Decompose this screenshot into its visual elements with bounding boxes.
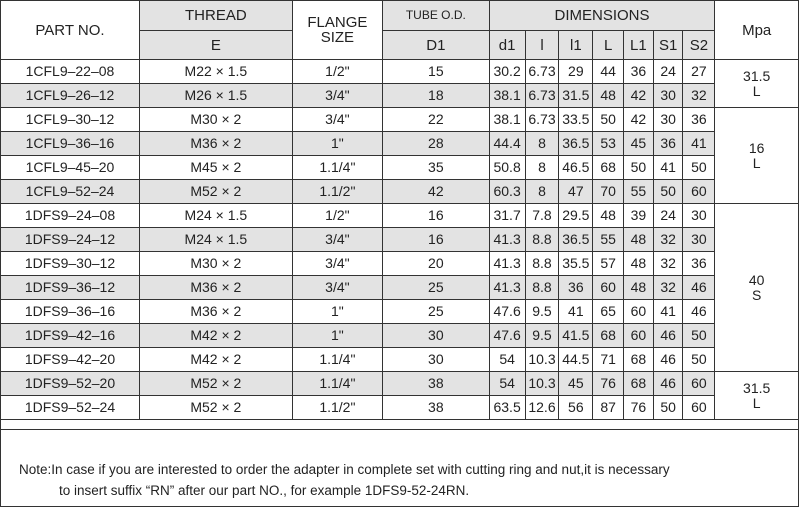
cell-dim-d1: 50.8 [489, 156, 525, 180]
cell-part-no: 1DFS9–52–24 [1, 396, 139, 420]
header-dim-l: l [525, 31, 559, 60]
header-mpa: Mpa [715, 1, 798, 60]
header-tube-d1: D1 [383, 31, 490, 60]
cell-dim-l: 8.8 [525, 276, 559, 300]
cell-dim-S1: 41 [653, 156, 683, 180]
cell-dim-S1: 50 [653, 396, 683, 420]
cell-tube-od: 30 [383, 348, 490, 372]
cell-dim-S1: 46 [653, 324, 683, 348]
cell-dim-L: 76 [593, 372, 624, 396]
cell-dim-S1: 50 [653, 180, 683, 204]
pressure-series: L [752, 394, 761, 411]
pressure-value: 31.5 [743, 67, 771, 84]
table-row [1, 372, 798, 396]
cell-dim-S1: 46 [653, 348, 683, 372]
cell-thread: M26 × 1.5 [139, 84, 292, 108]
table-row [1, 204, 798, 228]
cell-thread: M52 × 2 [139, 372, 292, 396]
cell-thread: M36 × 2 [139, 276, 292, 300]
cell-dim-d1: 60.3 [489, 180, 525, 204]
cell-flange-size: 1.1/4" [292, 156, 382, 180]
cell-dim-L: 60 [593, 276, 624, 300]
cell-dim-L1: 76 [624, 396, 654, 420]
cell-part-no: 1CFL9–52–24 [1, 180, 139, 204]
cell-flange-size: 1/2" [292, 60, 382, 84]
cell-dim-l: 7.8 [525, 204, 559, 228]
cell-part-no: 1CFL9–45–20 [1, 156, 139, 180]
cell-dim-l1: 45 [559, 372, 593, 396]
header-part-no: PART NO. [1, 1, 139, 60]
cell-pressure-rating [715, 60, 798, 108]
cell-part-no: 1DFS9–42–16 [1, 324, 139, 348]
cell-dim-S2: 30 [683, 228, 715, 252]
cell-dim-l1: 41 [559, 300, 593, 324]
cell-flange-size: 1" [292, 300, 382, 324]
header-dimensions: DIMENSIONS [489, 1, 715, 31]
cell-dim-l1: 36.5 [559, 228, 593, 252]
cell-flange-size: 1.1/4" [292, 372, 382, 396]
cell-tube-od: 22 [383, 108, 490, 132]
cell-thread: M36 × 2 [139, 300, 292, 324]
cell-flange-size: 1" [292, 132, 382, 156]
cell-dim-l1: 47 [559, 180, 593, 204]
cell-pressure-rating [715, 372, 798, 420]
pressure-series: S [752, 286, 762, 303]
cell-tube-od: 18 [383, 84, 490, 108]
header-dim-S2: S2 [683, 31, 715, 60]
cell-dim-S2: 60 [683, 180, 715, 204]
cell-thread: M22 × 1.5 [139, 60, 292, 84]
cell-dim-S2: 27 [683, 60, 715, 84]
cell-dim-L: 55 [593, 228, 624, 252]
table-row [1, 108, 798, 132]
cell-dim-S1: 41 [653, 300, 683, 324]
cell-dim-l1: 44.5 [559, 348, 593, 372]
header-thread-e: E [139, 31, 292, 60]
table-row [1, 300, 798, 324]
pressure-value: 40 [748, 271, 765, 288]
cell-dim-S1: 30 [653, 84, 683, 108]
header-flange-line1: FLANGE [307, 14, 368, 31]
cell-dim-S1: 32 [653, 252, 683, 276]
header-dim-L1: L1 [624, 31, 654, 60]
cell-thread: M42 × 2 [139, 348, 292, 372]
cell-dim-l1: 29 [559, 60, 593, 84]
cell-dim-L1: 39 [624, 204, 654, 228]
cell-dim-d1: 38.1 [489, 84, 525, 108]
cell-dim-S2: 60 [683, 396, 715, 420]
cell-tube-od: 25 [383, 276, 490, 300]
cell-thread: M24 × 1.5 [139, 228, 292, 252]
cell-dim-L: 68 [593, 156, 624, 180]
table-row [1, 324, 798, 348]
table-row [1, 276, 798, 300]
cell-dim-L: 87 [593, 396, 624, 420]
cell-flange-size: 1.1/4" [292, 348, 382, 372]
table-row [1, 252, 798, 276]
cell-dim-d1: 38.1 [489, 108, 525, 132]
cell-flange-size: 3/4" [292, 108, 382, 132]
cell-dim-d1: 30.2 [489, 60, 525, 84]
cell-tube-od: 38 [383, 396, 490, 420]
table-row [1, 84, 798, 108]
cell-dim-S2: 50 [683, 348, 715, 372]
cell-dim-L: 71 [593, 348, 624, 372]
cell-part-no: 1DFS9–52–20 [1, 372, 139, 396]
cell-dim-L1: 68 [624, 348, 654, 372]
cell-dim-l1: 36 [559, 276, 593, 300]
cell-dim-L1: 45 [624, 132, 654, 156]
cell-part-no: 1DFS9–24–08 [1, 204, 139, 228]
cell-dim-S2: 60 [683, 372, 715, 396]
cell-part-no: 1DFS9–42–20 [1, 348, 139, 372]
table-row [1, 180, 798, 204]
cell-tube-od: 15 [383, 60, 490, 84]
cell-dim-S1: 46 [653, 372, 683, 396]
cell-flange-size: 3/4" [292, 84, 382, 108]
cell-dim-d1: 63.5 [489, 396, 525, 420]
cell-dim-l: 8 [525, 180, 559, 204]
cell-dim-d1: 54 [489, 348, 525, 372]
cell-flange-size: 1/2" [292, 204, 382, 228]
cell-dim-L1: 48 [624, 276, 654, 300]
cell-dim-l1: 33.5 [559, 108, 593, 132]
cell-flange-size: 3/4" [292, 276, 382, 300]
cell-tube-od: 38 [383, 372, 490, 396]
cell-thread: M36 × 2 [139, 132, 292, 156]
cell-dim-L: 53 [593, 132, 624, 156]
cell-thread: M52 × 2 [139, 180, 292, 204]
cell-dim-l1: 31.5 [559, 84, 593, 108]
cell-dim-l: 6.73 [525, 84, 559, 108]
cell-dim-S2: 46 [683, 276, 715, 300]
cell-dim-L1: 42 [624, 84, 654, 108]
note-divider [1, 429, 798, 430]
header-dim-S1: S1 [653, 31, 683, 60]
cell-dim-d1: 41.3 [489, 276, 525, 300]
order-note [19, 459, 789, 501]
cell-tube-od: 35 [383, 156, 490, 180]
cell-dim-L1: 50 [624, 156, 654, 180]
cell-dim-l1: 35.5 [559, 252, 593, 276]
cell-dim-d1: 54 [489, 372, 525, 396]
cell-part-no: 1DFS9–36–16 [1, 300, 139, 324]
table-row [1, 396, 798, 420]
table-row [1, 60, 798, 84]
cell-dim-S1: 32 [653, 228, 683, 252]
cell-dim-S2: 36 [683, 252, 715, 276]
cell-dim-L1: 60 [624, 300, 654, 324]
cell-thread: M42 × 2 [139, 324, 292, 348]
cell-dim-l1: 56 [559, 396, 593, 420]
cell-dim-L1: 36 [624, 60, 654, 84]
cell-dim-L: 48 [593, 84, 624, 108]
table-row [1, 132, 798, 156]
cell-tube-od: 25 [383, 300, 490, 324]
cell-part-no: 1DFS9–30–12 [1, 252, 139, 276]
cell-dim-S2: 46 [683, 300, 715, 324]
cell-dim-L: 57 [593, 252, 624, 276]
cell-dim-L1: 55 [624, 180, 654, 204]
header-flange-line2: SIZE [320, 29, 355, 46]
cell-flange-size: 1.1/2" [292, 396, 382, 420]
cell-dim-L1: 60 [624, 324, 654, 348]
cell-dim-l: 8.8 [525, 252, 559, 276]
cell-dim-l1: 46.5 [559, 156, 593, 180]
cell-dim-S2: 32 [683, 84, 715, 108]
cell-pressure-rating [715, 204, 798, 372]
header-tube-od: TUBE O.D. [383, 1, 490, 31]
table-row [1, 156, 798, 180]
cell-thread: M30 × 2 [139, 252, 292, 276]
cell-dim-d1: 47.6 [489, 324, 525, 348]
cell-dim-L1: 48 [624, 228, 654, 252]
cell-dim-S2: 50 [683, 156, 715, 180]
cell-tube-od: 16 [383, 204, 490, 228]
cell-dim-l: 8 [525, 132, 559, 156]
header-dim-L: L [593, 31, 624, 60]
pressure-value: 31.5 [743, 379, 771, 396]
cell-dim-d1: 41.3 [489, 252, 525, 276]
cell-dim-S2: 50 [683, 324, 715, 348]
cell-dim-L1: 68 [624, 372, 654, 396]
cell-dim-S2: 30 [683, 204, 715, 228]
cell-dim-d1: 41.3 [489, 228, 525, 252]
cell-dim-L: 48 [593, 204, 624, 228]
cell-dim-S1: 24 [653, 60, 683, 84]
cell-dim-S1: 30 [653, 108, 683, 132]
cell-thread: M24 × 1.5 [139, 204, 292, 228]
header-thread: THREAD [139, 1, 292, 31]
cell-tube-od: 28 [383, 132, 490, 156]
cell-part-no: 1DFS9–36–12 [1, 276, 139, 300]
cell-dim-L: 44 [593, 60, 624, 84]
cell-tube-od: 30 [383, 324, 490, 348]
note-line-2: to insert suffix “RN” after our part NO., for example 1DFS9-52-24RN. [59, 483, 470, 498]
cell-dim-S1: 36 [653, 132, 683, 156]
cell-dim-L: 50 [593, 108, 624, 132]
cell-part-no: 1DFS9–24–12 [1, 228, 139, 252]
cell-part-no: 1CFL9–26–12 [1, 84, 139, 108]
cell-part-no: 1CFL9–30–12 [1, 108, 139, 132]
cell-dim-l: 8.8 [525, 228, 559, 252]
cell-dim-S2: 41 [683, 132, 715, 156]
cell-dim-l: 9.5 [525, 300, 559, 324]
pressure-series: L [752, 154, 761, 171]
pressure-value: 16 [748, 139, 765, 156]
cell-dim-S1: 32 [653, 276, 683, 300]
pressure-series: L [752, 82, 761, 99]
cell-dim-L: 70 [593, 180, 624, 204]
cell-dim-l: 12.6 [525, 396, 559, 420]
cell-dim-l: 10.3 [525, 372, 559, 396]
cell-thread: M52 × 2 [139, 396, 292, 420]
cell-flange-size: 1" [292, 324, 382, 348]
cell-dim-l1: 29.5 [559, 204, 593, 228]
header-dim-d1: d1 [489, 31, 525, 60]
cell-tube-od: 42 [383, 180, 490, 204]
cell-part-no: 1CFL9–36–16 [1, 132, 139, 156]
cell-thread: M45 × 2 [139, 156, 292, 180]
cell-dim-d1: 47.6 [489, 300, 525, 324]
cell-dim-d1: 44.4 [489, 132, 525, 156]
cell-tube-od: 16 [383, 228, 490, 252]
cell-dim-L: 65 [593, 300, 624, 324]
note-line-1: Note:In case if you are interested to order the adapter in complete set with cutting ring and nut,it is necessary [19, 462, 670, 477]
cell-dim-S2: 36 [683, 108, 715, 132]
cell-part-no: 1CFL9–22–08 [1, 60, 139, 84]
cell-dim-L1: 42 [624, 108, 654, 132]
cell-flange-size: 1.1/2" [292, 180, 382, 204]
cell-dim-S1: 24 [653, 204, 683, 228]
cell-dim-l: 6.73 [525, 60, 559, 84]
header-dim-l1: l1 [559, 31, 593, 60]
cell-thread: M30 × 2 [139, 108, 292, 132]
cell-dim-l1: 41.5 [559, 324, 593, 348]
dimensions-table [1, 1, 798, 420]
table-row [1, 228, 798, 252]
cell-dim-l1: 36.5 [559, 132, 593, 156]
cell-dim-l: 8 [525, 156, 559, 180]
cell-tube-od: 20 [383, 252, 490, 276]
cell-dim-L: 68 [593, 324, 624, 348]
cell-flange-size: 3/4" [292, 252, 382, 276]
cell-pressure-rating [715, 108, 798, 204]
cell-dim-l: 6.73 [525, 108, 559, 132]
cell-flange-size: 3/4" [292, 228, 382, 252]
cell-dim-l: 10.3 [525, 348, 559, 372]
cell-dim-L1: 48 [624, 252, 654, 276]
cell-dim-l: 9.5 [525, 324, 559, 348]
header-flange-size [292, 1, 382, 60]
table-row [1, 348, 798, 372]
cell-dim-d1: 31.7 [489, 204, 525, 228]
